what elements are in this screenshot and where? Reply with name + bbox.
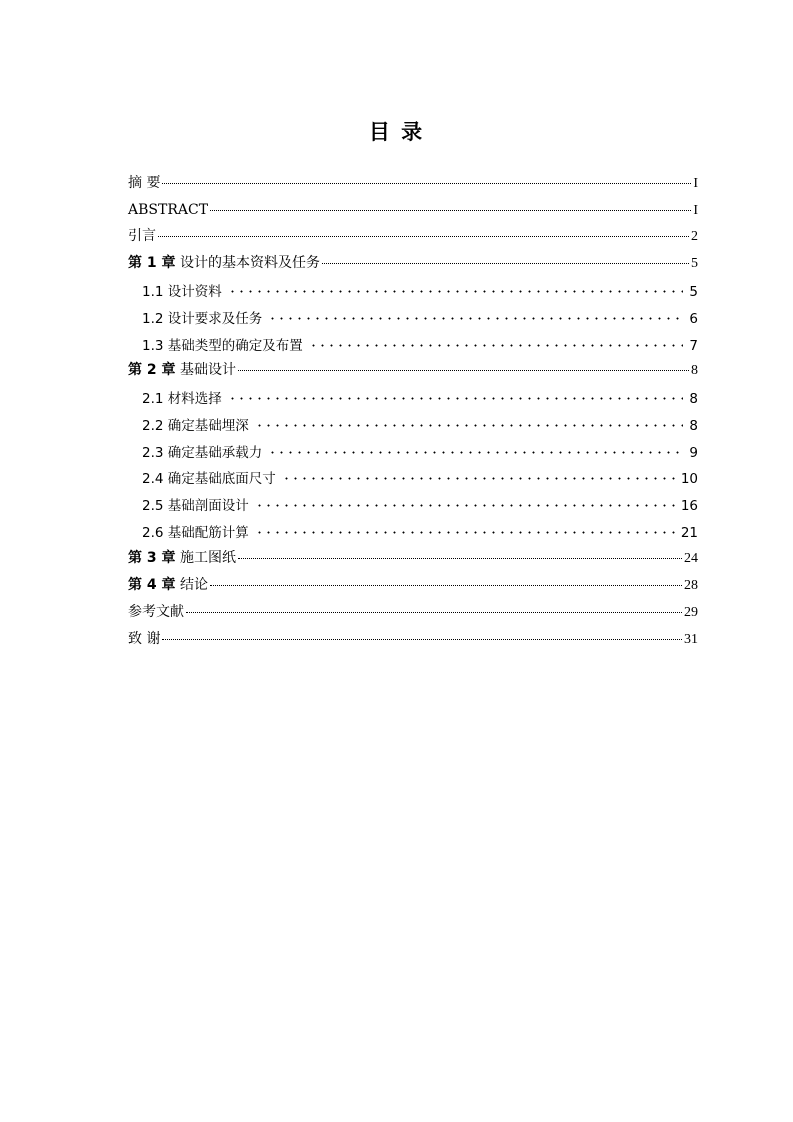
toc-entry-introduction[interactable]	[128, 225, 698, 246]
toc-entry-section-1-3[interactable]	[142, 336, 698, 355]
toc-entry-abstract-cn[interactable]	[128, 172, 698, 193]
toc-entry-section-1-1[interactable]	[142, 282, 698, 301]
toc-entry-label: 1.3 基础类型的确定及布置	[142, 338, 303, 354]
toc-entry-label: 1.2 设计要求及任务	[142, 311, 263, 327]
dot-leader	[255, 493, 675, 507]
toc-entry-label	[128, 549, 236, 567]
toc-page-number: 6	[689, 311, 698, 327]
toc-entry-section-2-3[interactable]	[142, 443, 698, 462]
toc-entry-section-2-6[interactable]	[142, 523, 698, 542]
toc-entry-label: 摘 要	[128, 175, 161, 191]
toc-page-number: 5	[691, 256, 698, 271]
toc-entry-section-2-1[interactable]	[142, 389, 698, 408]
toc-entry-label	[128, 361, 236, 379]
dot-leader	[238, 356, 689, 371]
dot-leader	[268, 306, 683, 320]
dot-leader	[210, 196, 691, 211]
toc-entry-label	[128, 576, 208, 594]
toc-page-number: 16	[680, 498, 698, 514]
dot-leader	[282, 466, 675, 480]
toc-page-number: 8	[689, 418, 698, 434]
toc-page-number: 8	[689, 391, 698, 407]
toc-page-number: 7	[689, 338, 698, 354]
dot-leader	[238, 544, 682, 559]
toc-page-number: 24	[684, 551, 698, 566]
toc-page-number: 2	[691, 229, 698, 244]
toc-entry-section-2-4[interactable]	[142, 469, 698, 488]
toc-entry-chapter-2[interactable]	[128, 359, 698, 380]
toc-page-number: 10	[680, 471, 698, 487]
chapter-number: 第 3 章	[128, 550, 176, 566]
toc-entry-label: 致 谢	[128, 631, 161, 647]
toc-entry-label: 2.3 确定基础承载力	[142, 445, 263, 461]
toc-page-number: 29	[684, 605, 698, 620]
dot-leader	[162, 169, 691, 184]
toc-entry-section-2-2[interactable]	[142, 416, 698, 435]
toc-entry-label: 参考文献	[128, 604, 184, 620]
toc-entry-label: 2.1 材料选择	[142, 391, 222, 407]
toc-page-number: I	[693, 203, 698, 218]
dot-leader	[162, 625, 682, 640]
toc-page-number: I	[693, 176, 698, 191]
toc-entry-label: 2.6 基础配筋计算	[142, 525, 249, 541]
toc-entry-label: 2.2 确定基础埋深	[142, 418, 249, 434]
toc-entry-references[interactable]	[128, 601, 698, 622]
toc-entry-label: 1.1 设计资料	[142, 284, 222, 300]
toc-page-number: 9	[689, 445, 698, 461]
dot-leader	[255, 413, 684, 427]
toc-page-number: 31	[684, 632, 698, 647]
chapter-title: 基础设计	[175, 362, 236, 378]
toc-entry-label: 2.4 确定基础底面尺寸	[142, 471, 276, 487]
toc-page-number: 28	[684, 578, 698, 593]
toc-entry-label	[128, 254, 320, 272]
toc-entry-chapter-3[interactable]	[128, 547, 698, 568]
dot-leader	[322, 249, 689, 264]
chapter-title: 施工图纸	[175, 550, 236, 566]
dot-leader	[186, 598, 682, 613]
toc-entry-acknowledgements[interactable]	[128, 628, 698, 649]
dot-leader	[309, 333, 684, 347]
toc-page-number: 5	[689, 284, 698, 300]
chapter-number: 第 2 章	[128, 362, 176, 378]
toc-page-number: 8	[691, 363, 698, 378]
toc-entry-section-1-2[interactable]	[142, 309, 698, 328]
toc-entry-label: 2.5 基础剖面设计	[142, 498, 249, 514]
chapter-number: 第 4 章	[128, 577, 176, 593]
chapter-number: 第 1 章	[128, 255, 176, 271]
toc-entry-label: ABSTRACT	[128, 202, 209, 218]
chapter-title: 设计的基本资料及任务	[175, 255, 320, 271]
chapter-title: 结论	[175, 577, 208, 593]
dot-leader	[158, 222, 689, 237]
dot-leader	[268, 440, 683, 454]
toc-entry-abstract-en[interactable]	[128, 199, 698, 220]
toc-entry-chapter-1[interactable]	[128, 252, 698, 273]
dot-leader	[228, 386, 684, 400]
dot-leader	[228, 279, 684, 293]
dot-leader	[255, 520, 675, 534]
dot-leader	[210, 571, 682, 586]
toc-entry-chapter-4[interactable]	[128, 574, 698, 595]
toc-page-number: 21	[680, 525, 698, 541]
toc-entry-label: 引言	[128, 228, 156, 244]
toc-entry-section-2-5[interactable]	[142, 496, 698, 515]
toc-title: 目 录	[368, 120, 425, 144]
